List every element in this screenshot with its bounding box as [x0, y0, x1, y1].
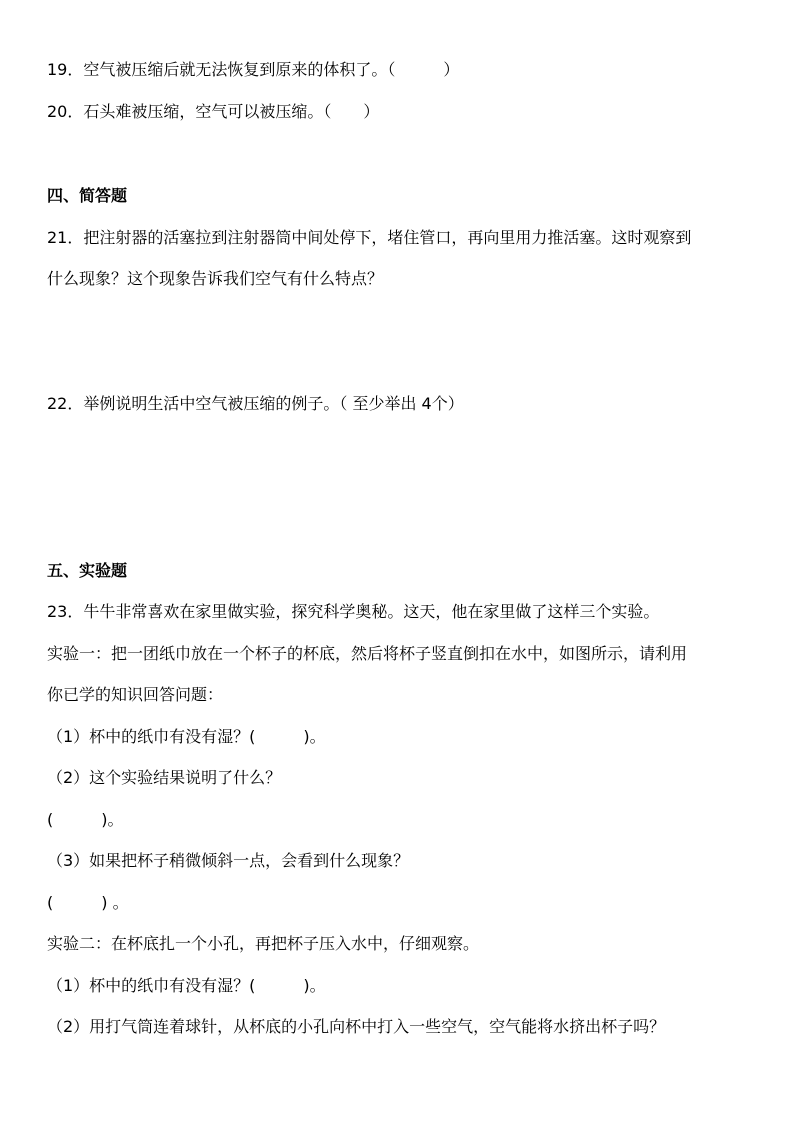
section-title-experiment: 五、实验题 [47, 561, 128, 580]
question-21-line-1: 21．把注射器的活塞拉到注射器筒中间处停下，堵住管口，再向里用力推活塞。这时观察到 [47, 228, 692, 247]
experiment-1-question-1: （1）杯中的纸巾有没有湿？( )。 [47, 727, 326, 746]
section-title-short-answer: 四、简答题 [47, 186, 128, 205]
experiment-1-line-2: 你已学的知识回答问题： [47, 685, 224, 704]
question-19: 19．空气被压缩后就无法恢复到原来的体积了。（ ） [47, 60, 460, 79]
question-23-intro: 23．牛牛非常喜欢在家里做实验，探究科学奥秘。这天，他在家里做了这样三个实验。 [47, 602, 660, 621]
experiment-2-question-2: （2）用打气筒连着球针，从杯底的小孔向杯中打入一些空气，空气能将水挤出杯子吗？ [47, 1017, 666, 1036]
experiment-1-question-3: （3）如果把杯子稍微倾斜一点，会看到什么现象？ [47, 851, 410, 870]
experiment-2-intro: 实验二：在杯底扎一个小孔，再把杯子压入水中，仔细观察。 [47, 934, 480, 953]
experiment-2-question-1: （1）杯中的纸巾有没有湿？( )。 [47, 976, 326, 995]
question-21-line-2: 什么现象？这个现象告诉我们空气有什么特点？ [47, 269, 384, 288]
experiment-1-answer-2: ( )。 [47, 810, 124, 829]
question-20: 20．石头难被压缩，空气可以被压缩。（ ） [47, 102, 380, 121]
experiment-1-answer-3: ( ) 。 [47, 893, 129, 912]
experiment-1-line-1: 实验一：把一团纸巾放在一个杯子的杯底，然后将杯子竖直倒扣在水中，如图所示，请利用 [47, 644, 688, 663]
experiment-1-question-2: （2）这个实验结果说明了什么？ [47, 768, 282, 787]
question-22: 22．举例说明生活中空气被压缩的例子。（ 至少举出 4个） [47, 394, 464, 413]
